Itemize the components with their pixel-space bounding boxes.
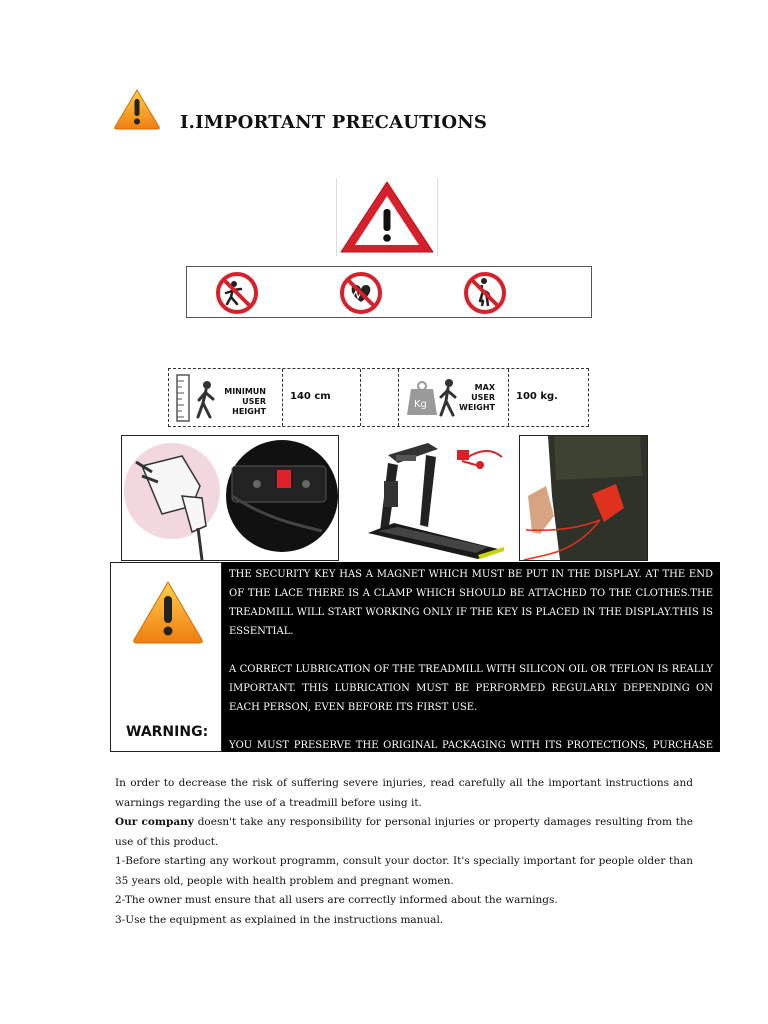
min-height-label-line2: USER [242,397,266,406]
max-weight-label-line2: USER [471,393,495,402]
no-children-icon [211,271,263,315]
safety-key-clip-photo [519,435,648,561]
warning-triangle-icon [132,580,204,644]
user-limits-table [168,368,589,427]
min-height-value: 140 cm [290,391,331,402]
max-weight-cell [399,369,509,426]
weight-icon-text: Kg [414,399,427,410]
max-weight-value: 100 kg. [516,391,558,402]
warning-paragraph-security-key: THE SECURITY KEY HAS A MAGNET WHICH MUST BE PUT IN THE DISPLAY. AT THE END OF THE LACE THERE IS A CLAMP WHICH SHOULD BE ATTACHED TO THE CLOTHES.THE TREADMILL WILL START WORKING ONLY IF THE KEY IS PLACED IN THE DISPLAY.THIS IS ESSENTIAL. [229,569,713,637]
warning-sign-icon [336,178,438,256]
spacer-cell [361,369,399,426]
min-height-label-line1: MINIMUN [224,387,266,396]
prohibition-strip [186,266,592,318]
warning-icon-box [110,562,222,752]
warning-paragraph-packaging: YOU MUST PRESERVE THE ORIGINAL PACKAGING WITH ITS PROTECTIONS, PURCHASE RECEIPT, MANUAL AND COMPONENTS DURING THE GUARANTEE PERIOD. [229,740,713,770]
max-weight-label-line3: WEIGHT [459,403,495,412]
precaution-item-3: 3-Use the equipment as explained in the instructions manual. [115,913,444,926]
min-height-value-cell [283,369,361,426]
min-height-cell [169,369,283,426]
precaution-item-2: 2-The owner must ensure that all users are correctly informed about the warnings. [115,894,558,906]
warning-label: WARNING: [126,724,209,740]
company-name: Our company [115,816,194,828]
intro-paragraph: In order to decrease the risk of suffering severe injuries, read carefully all the important instructions and warnings regarding the use of a treadmill before using it. [115,777,693,809]
max-weight-value-cell [509,369,587,426]
company-paragraph [115,813,693,852]
warning-triangle-icon [113,88,161,130]
warning-paragraph-lubrication: A CORRECT LUBRICATION OF THE TREADMILL WITH SILICON OIL OR TEFLON IS REALLY IMPORTANT. THIS LUBRICATION MUST BE PERFORMED REGULARLY DEPENDING ON EACH PERSON, EVEN BEFORE ITS FIRST USE. [229,664,713,713]
plug-and-power-switch-photo [121,435,339,561]
min-height-label-line3: HEIGHT [232,407,266,416]
body-text [115,774,693,930]
precaution-item-1: 1-Before starting any workout programm, consult your doctor. It's specially important for people older than 35 years old, people with health problem and pregnant women. [115,855,693,887]
no-heart-condition-icon [335,271,387,315]
max-weight-label-line1: MAX [474,383,495,392]
no-pregnant-women-icon [459,271,511,315]
warning-text-panel [222,562,720,770]
height-ruler-icon [175,373,223,423]
treadmill-photo [358,435,508,561]
max-weight-label [457,383,495,413]
page-title: I.IMPORTANT PRECAUTIONS [180,112,488,133]
min-height-label [219,387,266,417]
company-disclaimer: doesn't take any responsibility for personal injuries or property damages resulting from the use of this product. [115,816,693,848]
